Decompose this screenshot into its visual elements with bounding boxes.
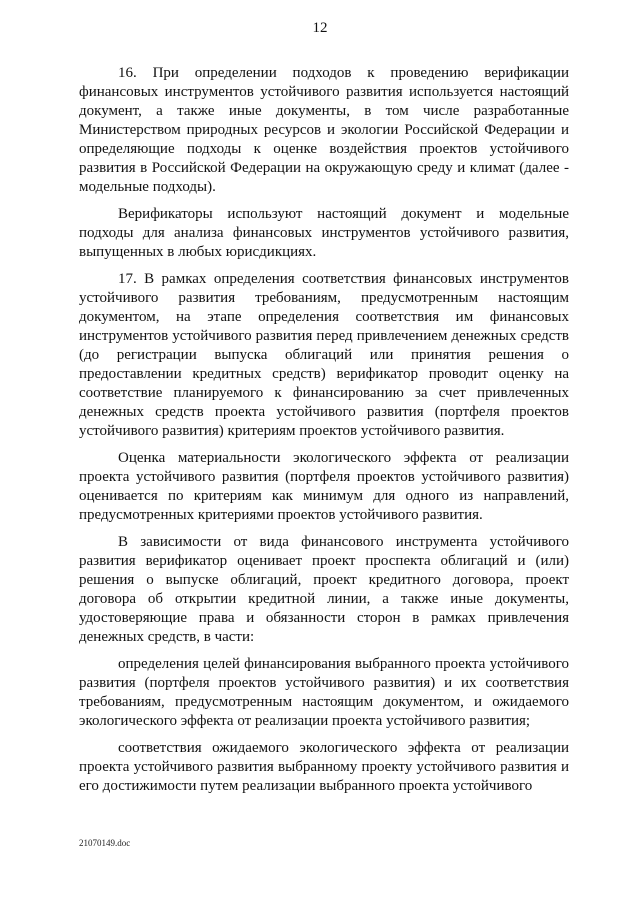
list-item-effect: соответствия ожидаемого экологического эффекта от реализации проекта устойчивого развития выбранному проекту устойчивого развития и его достижимости путем реализации выбранного проекта устойчивого (79, 740, 569, 794)
list-item-goals: определения целей финансирования выбранного проекта устойчивого развития (портфеля проектов устойчивого развития) и их соответствия требованиям, предусмотренным настоящим документом, и ожидаемого экологического эффекта от реализации проекта устойчивого развития; (79, 656, 569, 729)
paragraph-17: 17. В рамках определения соответствия финансовых инструментов устойчивого развития требованиям, предусмотренным настоящим документом, на этапе определения соответствия им финансовых инструментов устойчивого развития перед привлечением денежных средств (до регистрации выпуска облигаций или принятия решения о предоставлении кредитных средств) верификатор проводит оценку на соответствие планируемого к финансированию за счет привлеченных денежных средств проекта устойчивого развития (портфеля проектов устойчивого развития) критериям проектов устойчивого развития. (79, 271, 569, 439)
paragraph-verifiers: Верификаторы используют настоящий документ и модельные подходы для анализа финансовых инструментов устойчивого развития, выпущенных в любых юрисдикциях. (79, 206, 569, 260)
paragraph-16: 16. При определении подходов к проведению верификации финансовых инструментов устойчивого развития используется настоящий документ, а также иные документы, в том числе разработанные Министерством природных ресурсов и экологии Российской Федерации и определяющие подходы к оценке воздействия проектов устойчивого развития в Российской Федерации на окружающую среду и климат (далее - модельные подходы). (79, 65, 569, 195)
paragraph-instrument-type: В зависимости от вида финансового инструмента устойчивого развития верификатор оценивает проект проспекта облигаций и (или) решения о выпуске облигаций, проект кредитного договора, проект договора об открытии кредитной линии, а также иные документы, удостоверяющие права и обязанности сторон в рамках привлечения денежных средств, в части: (79, 534, 569, 645)
document-body (79, 64, 569, 804)
paragraph-materiality: Оценка материальности экологического эффекта от реализации проекта устойчивого развития (портфеля проектов устойчивого развития) оценивается по критериям как минимум для одного из направлений, предусмотренных критериями проектов устойчивого развития. (79, 450, 569, 523)
page-number: 12 (312, 20, 328, 36)
document-file-code: 21070149.doc (79, 838, 131, 848)
